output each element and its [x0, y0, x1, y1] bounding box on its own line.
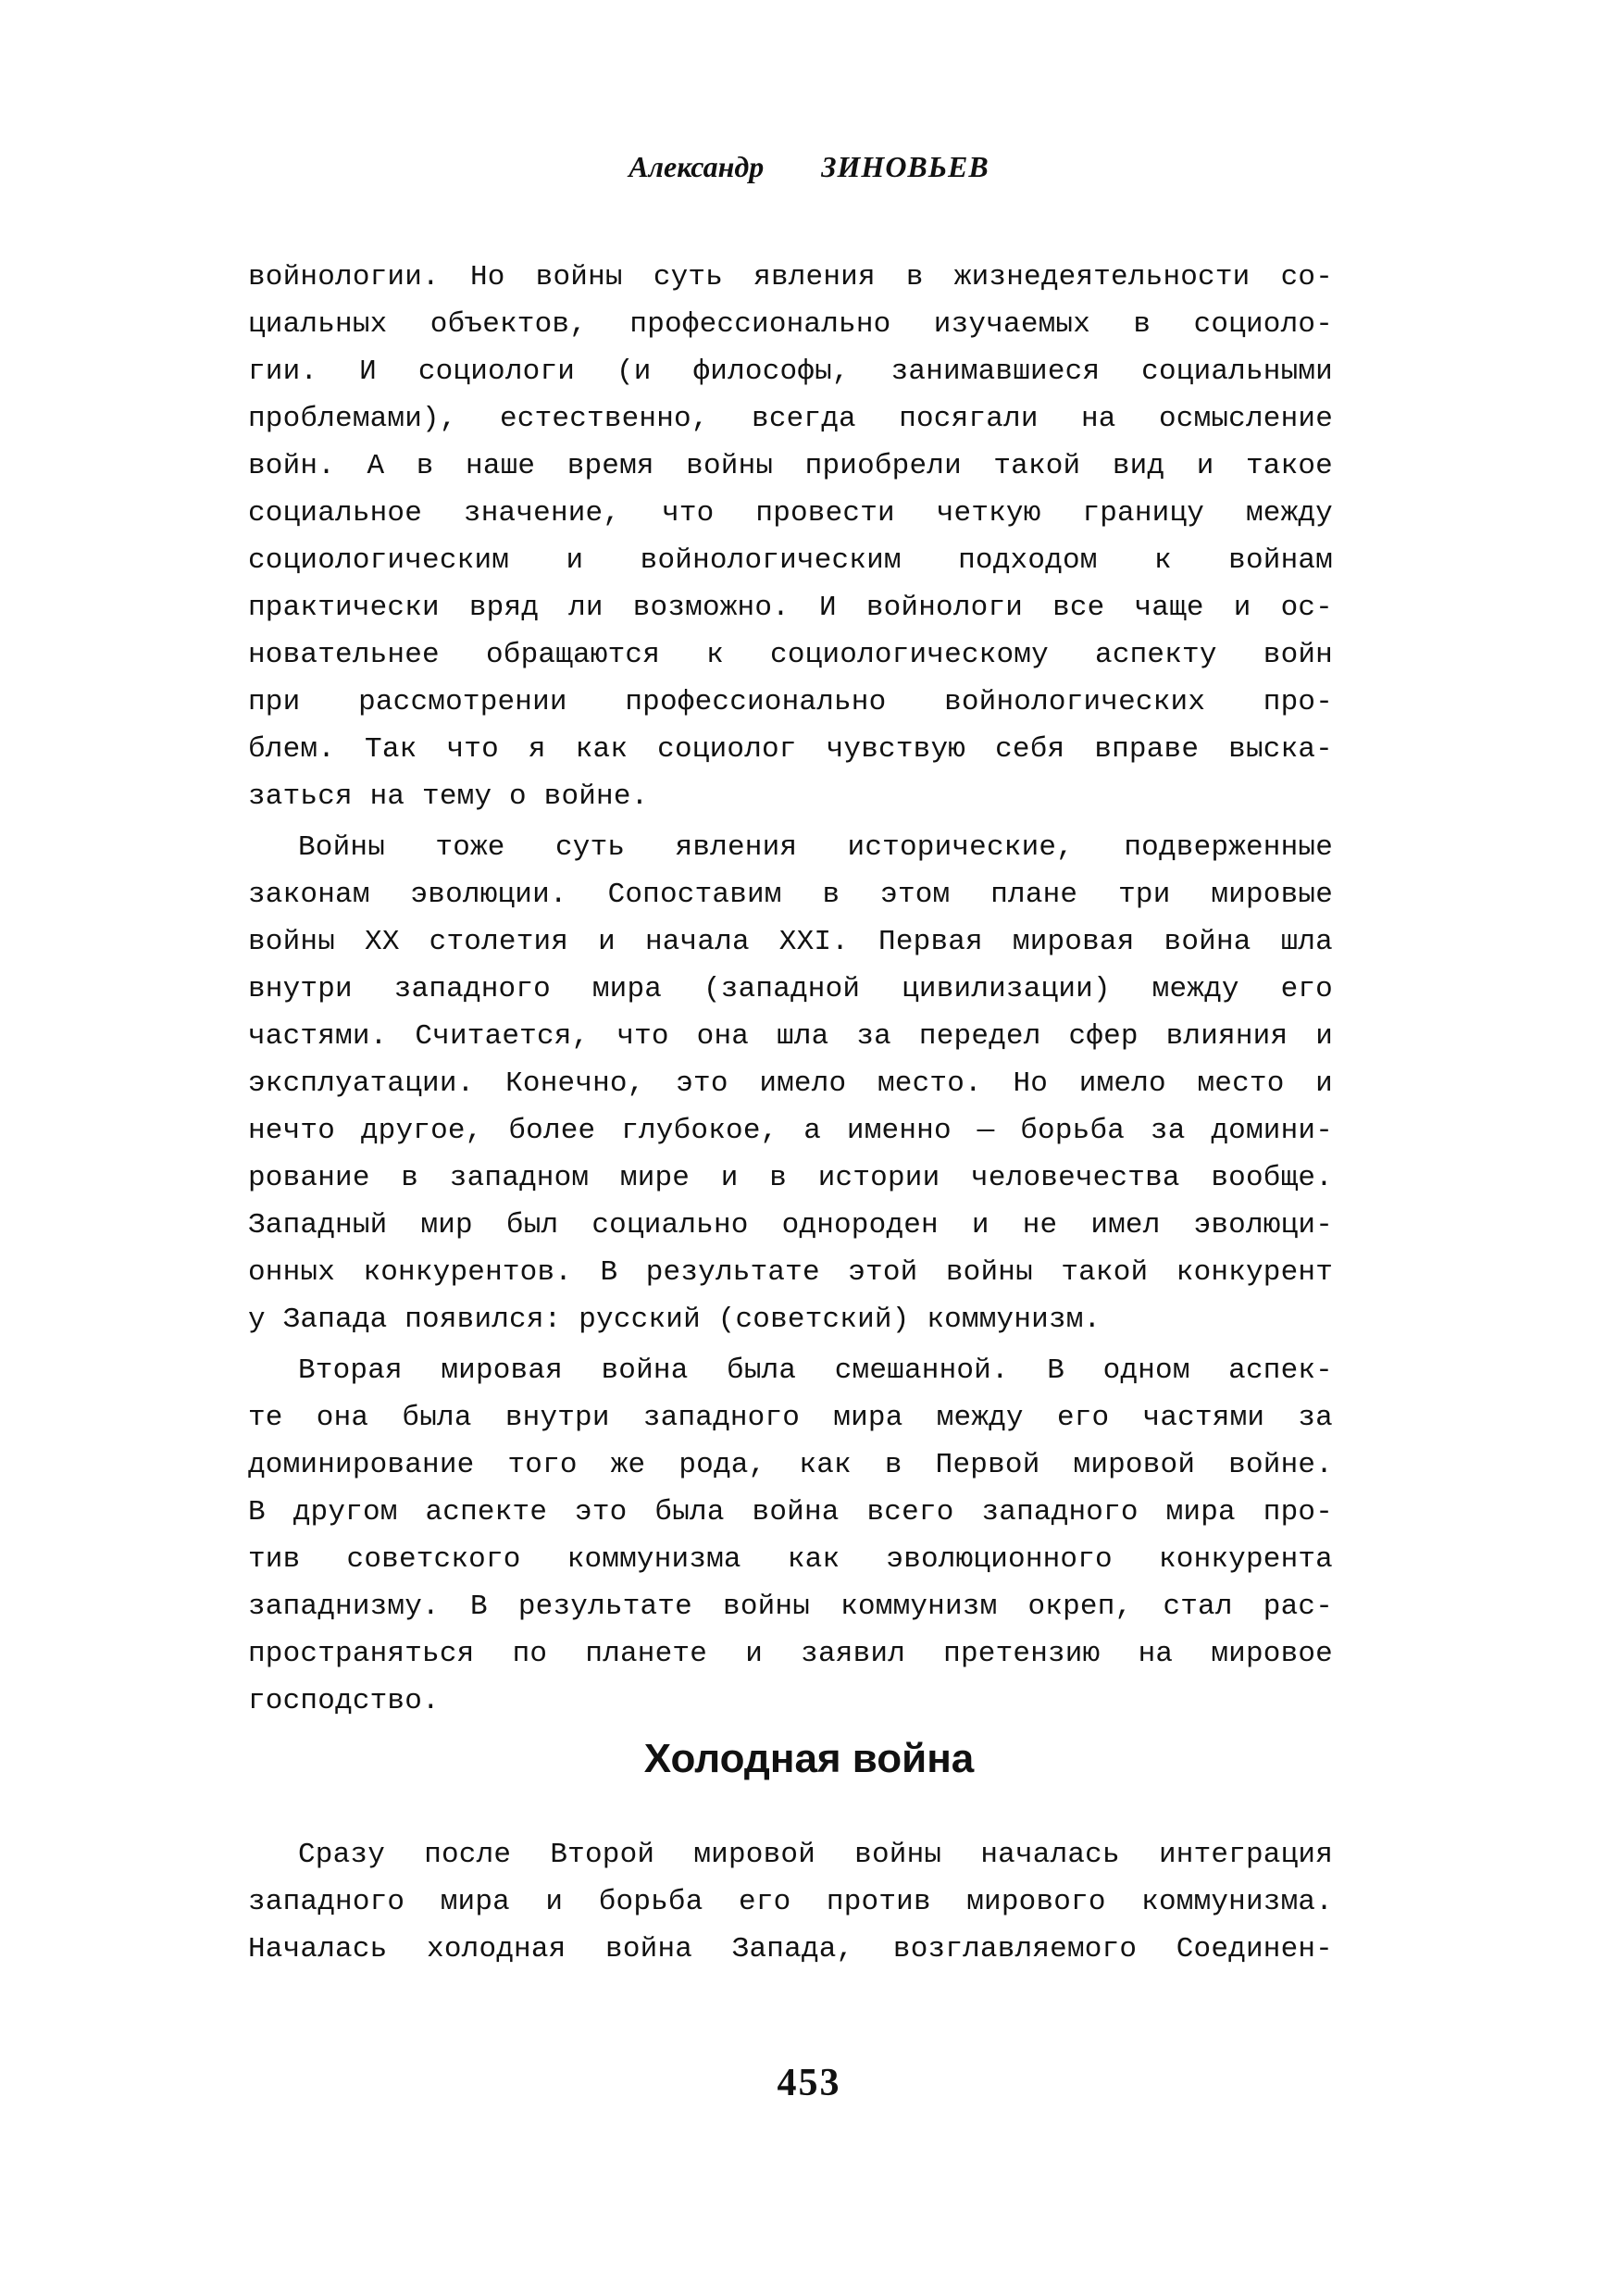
paragraph-1 — [248, 254, 1333, 820]
text-line: Вторая мировая война была смешанной. В одном аспек- — [298, 1354, 1333, 1387]
text-line: Сразу после Второй мировой войны началась интеграция — [298, 1839, 1333, 1871]
section-text — [248, 1831, 1333, 1973]
text-line: законам эволюции. Сопоставим в этом плане три мировые — [248, 879, 1333, 911]
text-line: те она была внутри западного мира между его частями за — [248, 1402, 1333, 1434]
paragraph-2 — [248, 824, 1333, 1343]
section-heading: Холодная война — [643, 1736, 975, 1781]
text-line: тив советского коммунизма как эволюционного конкурента — [248, 1543, 1333, 1576]
text-line: Западный мир был социально однороден и не имел эволюци- — [248, 1209, 1333, 1242]
text-line: пространяться по планете и заявил претензию на мировое — [248, 1638, 1333, 1670]
text-line: при рассмотрении профессионально войнологических про- — [248, 686, 1333, 718]
text-line: рование в западном мире и в истории человечества вообще. — [248, 1162, 1333, 1194]
text-line: эксплуатации. Конечно, это имело место. Но имело место и — [248, 1067, 1333, 1100]
author-first-name: Александр — [629, 150, 765, 183]
text-line: западнизму. В результате войны коммунизм окреп, стал рас- — [248, 1591, 1333, 1623]
text-line: войнологии. Но войны суть явления в жизнедеятельности со- — [248, 261, 1333, 293]
text-line: войны XX столетия и начала XXI. Первая мировая война шла — [248, 926, 1333, 958]
section-paragraph — [248, 1831, 1333, 1973]
text-line: внутри западного мира (западной цивилизации) между его — [248, 973, 1333, 1005]
text-line: частями. Считается, что она шла за передел сфер влияния и — [248, 1020, 1333, 1053]
text-line: социологическим и войнологическим подходом к войнам — [248, 544, 1333, 577]
text-line: западного мира и борьба его против мирового коммунизма. — [248, 1886, 1333, 1918]
text-line: практически вряд ли возможно. И войнологи все чаще и ос- — [248, 592, 1333, 624]
text-line: циальных объектов, профессионально изучаемых в социоло- — [248, 308, 1333, 341]
text-line: войн. А в наше время войны приобрели такой вид и такое — [248, 450, 1333, 482]
text-line: онных конкурентов. В результате этой войны такой конкурент — [248, 1256, 1333, 1289]
text-line: Началась холодная война Запада, возглавляемого Соединен- — [248, 1933, 1333, 1965]
paragraph-3 — [248, 1347, 1333, 1725]
text-line: нечто другое, более глубокое, а именно — борьба за домини- — [248, 1115, 1333, 1147]
text-line: гии. И социологи (и философы, занимавшиеся социальными — [248, 356, 1333, 388]
author-last-name: ЗИНОВЬЕВ — [821, 150, 989, 183]
text-line: блем. Так что я как социолог чувствую себя вправе выска- — [248, 733, 1333, 766]
main-text — [248, 254, 1333, 1725]
text-line: доминирование того же рода, как в Первой мировой войне. — [248, 1449, 1333, 1481]
running-head — [0, 146, 1618, 187]
text-line: новательнее обращаются к социологическому аспекту войн — [248, 639, 1333, 671]
text-line: В другом аспекте это была война всего западного мира про- — [248, 1496, 1333, 1529]
text-line: господство. — [248, 1685, 440, 1717]
text-line: проблемами), естественно, всегда посягали на осмысление — [248, 403, 1333, 435]
text-line: заться на тему о войне. — [248, 780, 649, 813]
text-line: у Запада появился: русский (советский) коммунизм. — [248, 1304, 1101, 1336]
text-line: Войны тоже суть явления исторические, подверженные — [298, 831, 1333, 864]
page-number: 453 — [777, 2062, 841, 2104]
text-line: социальное значение, что провести четкую границу между — [248, 497, 1333, 530]
